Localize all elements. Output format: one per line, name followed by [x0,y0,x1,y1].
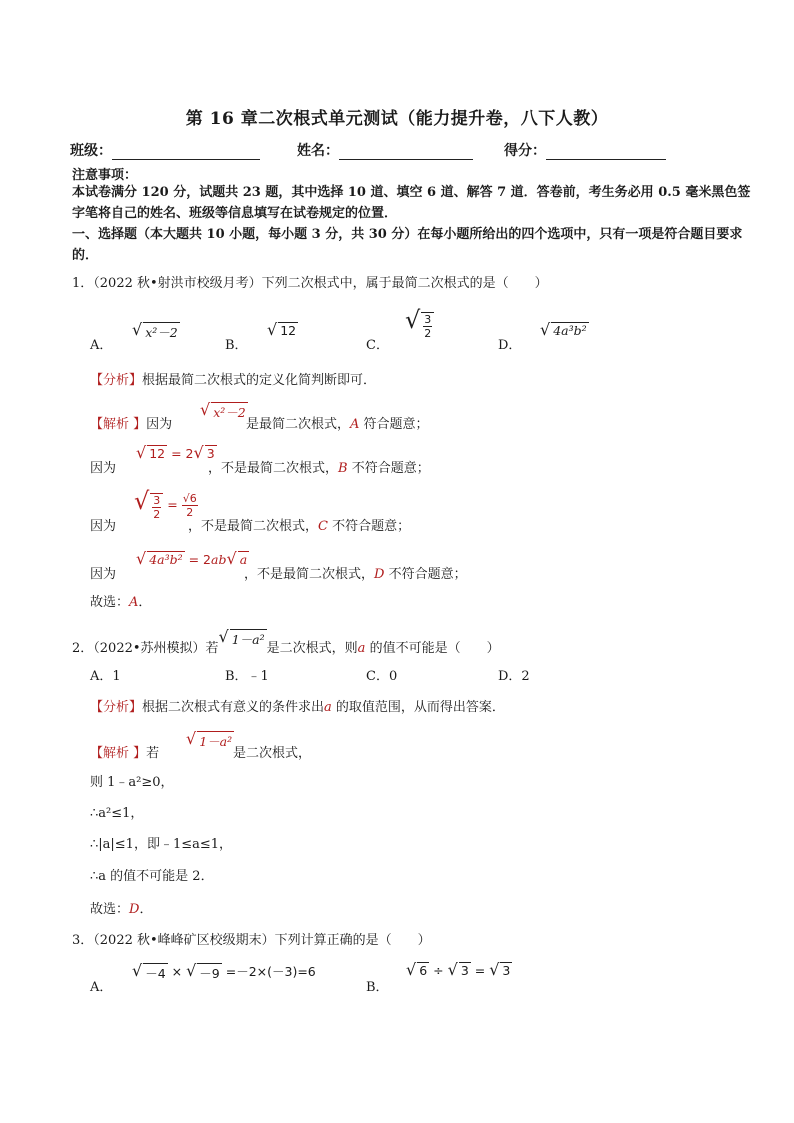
q2-analysis: 【分析】根据二次根式有意义的条件求出a 的取值范围，从而得出答案． [90,700,505,715]
q2-sol-expr: √ 1－a² [186,729,233,749]
q1-sol-text-2: ，不是最简二次根式，B 不符合题意； [208,461,430,476]
q1-analysis [90,369,376,388]
q1-option-c-label: C． [366,338,389,353]
q2-stem: 2．（2022•苏州模拟）若 √ 1－a² 是二次根式，则a 的值不可能是（ ） [72,627,500,656]
page-title: 第 16 章二次根式单元测试（能力提升卷，八下人教） [185,109,609,129]
q3-stem: 3．（2022 秋•峰峰矿区校级期末）下列计算正确的是（ ） [72,933,431,948]
q2-solution-line1: 【解析 】若 [90,746,160,761]
q2-option-d[interactable]: D．2 [498,669,530,684]
q3-option-b-label: B． [366,980,389,995]
q1-sol-expr-3: √ $\frac{3}{2}$ = $\frac{√6}{2}$ [134,487,197,521]
q2-line2: ∴a²≤1， [90,806,144,821]
class-field [70,140,260,160]
q1-solution-line1: 【解析 】因为 [90,417,173,432]
q2-line3: ∴|a|≤1，即﹣1≤a≤1， [90,837,233,852]
q1-sol-expr-1: √ x²－2 [200,400,246,420]
q1-solution-tag: 【解析 】 [90,417,147,432]
q2-answer: 故选：D． [90,902,153,917]
notice-body: 本试卷满分 120 分，试题共 23 题，其中选择 10 道、填空 6 道、解答 7 道．答卷前，考生务必用 0.5 毫米黑色签字笔将自己的姓名、班级等信息填写在试卷规定的位置． [72,185,751,221]
q3-option-b-expr[interactable]: √ 6 ÷ √ 3 = √ 3 [406,960,511,979]
name-label: 姓名： [297,143,339,159]
q1-solution-line3: 因为 [90,519,117,534]
q1-option-d-expr[interactable]: √ 4a³b² [540,320,587,339]
q1-option-a-expr[interactable]: √ x²－2 [132,320,178,340]
q1-option-a-label: A． [90,338,113,353]
class-label: 班级： [70,143,112,159]
q1-sol-expr-2: √ 12 = 2 √ 3 [136,443,215,462]
q1-solution-line2: 因为 [90,461,117,476]
score-field [504,140,666,160]
score-blank[interactable] [546,145,666,160]
q2-option-a[interactable]: A．1 [90,669,121,684]
q3-option-a-expr[interactable]: √ －4 × √ －9 =－2×(－3)=6 [132,961,316,981]
q1-analysis-tag: 【分析】 [90,373,143,388]
q1-option-c-expr[interactable]: √ $\frac{3}{2}$ [405,312,434,340]
q1-sol-text-4: ，不是最简二次根式，D 不符合题意； [244,567,467,582]
section-heading: 一、选择题（本大题共 10 小题，每小题 3 分，共 30 分）在每小题所给出的四个选项中，只有一项是符合题目要求的． [72,227,743,263]
score-label: 得分： [504,143,546,159]
q1-sol-text-3: ，不是最简二次根式，C 不符合题意； [188,519,411,534]
q1-answer: 故选：A． [90,595,152,610]
q2-option-c[interactable]: C．0 [366,669,398,684]
q1-analysis-text: 根据最简二次根式的定义化简判断即可． [142,373,377,388]
q2-line4: ∴a 的值不可能是 2． [90,869,214,884]
q1-option-d-label: D． [498,338,522,353]
class-blank[interactable] [112,145,260,160]
q2-option-b[interactable]: B．﹣1 [225,669,269,684]
q1-option-b-label: B． [225,338,248,353]
q1-sol-text-1: 是最简二次根式，A 符合题意； [246,417,429,432]
name-blank[interactable] [339,145,473,160]
q2-sol-text: 是二次根式， [233,746,312,761]
notice-title: 注意事项： [72,168,138,183]
q3-option-a-label: A． [90,980,113,995]
q2-line1: 则 1﹣a²≥0， [90,775,174,790]
q1-stem: 1．（2022 秋•射洪市校级月考）下列二次根式中，属于最简二次根式的是（ ） [72,276,548,291]
q1-sol-expr-4: √ 4a³b² = 2ab √ a [136,549,248,568]
q1-option-b-expr[interactable]: √ 12 [267,320,297,339]
name-field [297,140,473,160]
q1-solution-line4: 因为 [90,567,117,582]
